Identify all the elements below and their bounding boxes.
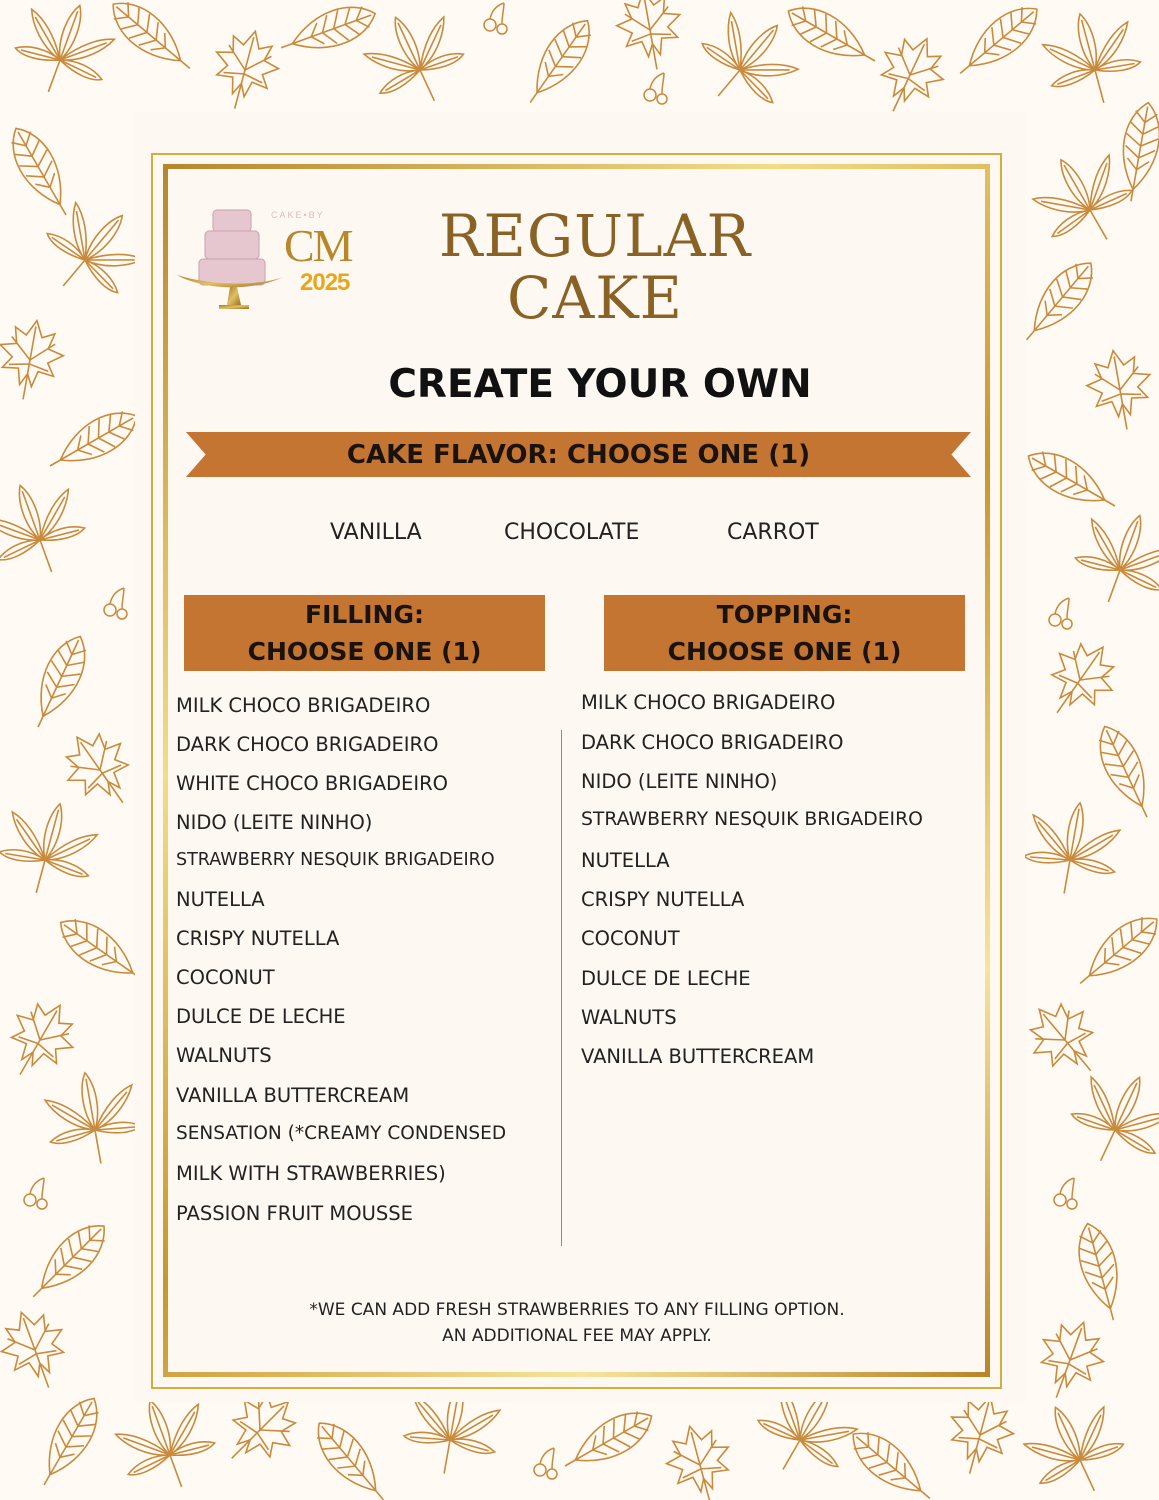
- flavor-option-vanilla: VANILLA: [330, 520, 422, 545]
- list-item: MILK CHOCO BRIGADEIRO: [581, 691, 836, 714]
- list-item: NUTELLA: [581, 849, 670, 872]
- logo-caption: CAKE•BY: [271, 210, 325, 220]
- list-item: DARK CHOCO BRIGADEIRO: [581, 731, 844, 754]
- footer-note-line-2: AN ADDITIONAL FEE MAY APPLY.: [442, 1326, 712, 1346]
- filling-heading-line-1: FILLING:: [305, 600, 424, 629]
- list-item: STRAWBERRY NESQUIK BRIGADEIRO: [176, 850, 495, 870]
- list-item: COCONUT: [581, 927, 680, 950]
- list-item: PASSION FRUIT MOUSSE: [176, 1202, 413, 1225]
- list-item: DULCE DE LECHE: [176, 1005, 346, 1028]
- topping-heading-box: [604, 595, 965, 671]
- list-item: MILK WITH STRAWBERRIES): [176, 1162, 446, 1185]
- title-line-1: REGULAR: [438, 202, 752, 270]
- list-item: NIDO (LEITE NINHO): [176, 811, 373, 834]
- list-item: STRAWBERRY NESQUIK BRIGADEIRO: [581, 809, 923, 830]
- list-item: NIDO (LEITE NINHO): [581, 770, 778, 793]
- topping-heading-line-2: CHOOSE ONE (1): [667, 637, 902, 666]
- list-item: DULCE DE LECHE: [581, 967, 751, 990]
- footer-note-line-1: *WE CAN ADD FRESH STRAWBERRIES TO ANY FILLING OPTION.: [309, 1300, 845, 1320]
- list-item: SENSATION (*CREAMY CONDENSED: [176, 1123, 507, 1144]
- page-title: [420, 202, 770, 332]
- list-item: DARK CHOCO BRIGADEIRO: [176, 733, 439, 756]
- filling-heading-box: [184, 595, 545, 671]
- list-item: WALNUTS: [581, 1006, 677, 1029]
- title-line-2: CAKE: [507, 264, 683, 332]
- list-item: CRISPY NUTELLA: [176, 927, 340, 950]
- footer-note: [200, 1297, 954, 1349]
- flavor-option-carrot: CARROT: [727, 520, 819, 545]
- list-item: WALNUTS: [176, 1044, 272, 1067]
- list-item: MILK CHOCO BRIGADEIRO: [176, 694, 431, 717]
- topping-heading-line-1: TOPPING:: [716, 600, 853, 629]
- list-item: VANILLA BUTTERCREAM: [176, 1084, 410, 1107]
- logo-year: 2025: [300, 269, 350, 296]
- list-item: VANILLA BUTTERCREAM: [581, 1045, 815, 1068]
- gold-frame-inner: [163, 164, 990, 1377]
- list-item: COCONUT: [176, 966, 275, 989]
- list-item: NUTELLA: [176, 888, 265, 911]
- cake-flavor-heading: CAKE FLAVOR: CHOOSE ONE (1): [346, 440, 811, 470]
- subtitle: CREATE YOUR OWN: [388, 362, 812, 407]
- list-item: WHITE CHOCO BRIGADEIRO: [176, 772, 449, 795]
- column-divider: [561, 730, 562, 1246]
- flavor-option-chocolate: CHOCOLATE: [504, 520, 640, 545]
- list-item: CRISPY NUTELLA: [581, 888, 745, 911]
- filling-heading-line-2: CHOOSE ONE (1): [247, 637, 482, 666]
- logo-monogram: CM: [284, 220, 352, 271]
